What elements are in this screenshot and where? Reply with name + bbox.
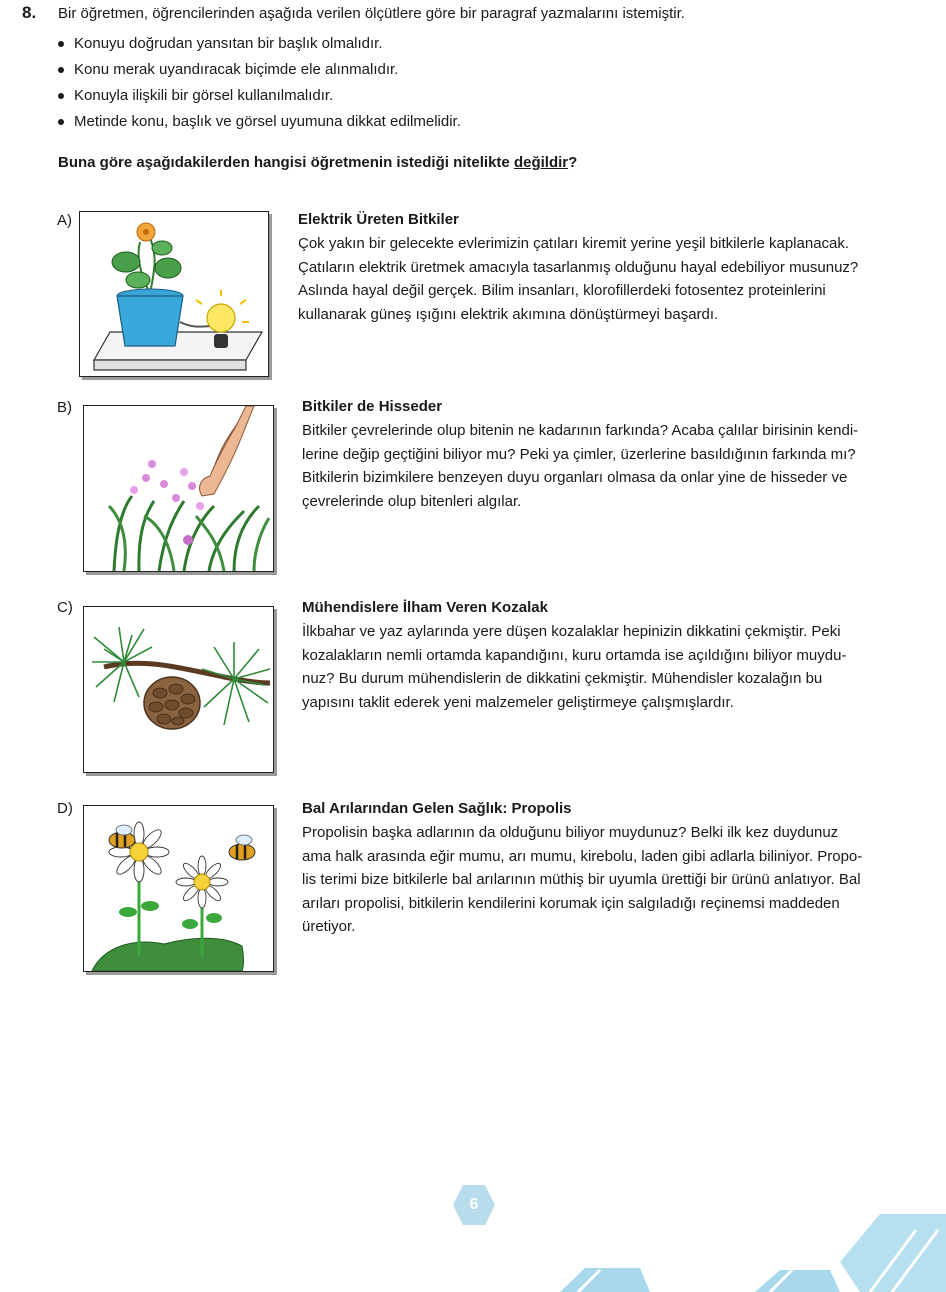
option-b-body: Bitkiler çevrelerinde olup bitenin ne kadarının farkında? Acaba çalılar birisinin kendi- lerine değip geçtiğini biliyor mu? Peki ya çimler, üzerlerine basıldığının farkında mı? Bitkilerin bizimkilere benzeyen duyu organları olmasa da onlar yine de hisseder ve çevrelerinde olup bitenleri algılar. — [302, 422, 859, 510]
criteria-item: Metinde konu, başlık ve görsel uyumuna dikkat edilmelidir. — [58, 109, 461, 135]
hand-touching-flowers-icon — [84, 406, 273, 571]
page-number: 6 — [469, 1196, 479, 1213]
option-d-image — [83, 805, 274, 972]
option-c-body: İlkbahar ve yaz aylarında yere düşen kozalaklar hepinizin dikkatini çekmiştir. Peki kozalakların nemli ortamda kapandığını, kuru ortamda ise açıldığını biliyor muydu- nuz? Bu durum mühendislerin de dikkatini çekmiştir. Mühendisler kozalağın bu yapısını taklit ederek yeni malzemeler geliştirmeye çalışmışlardır. — [302, 623, 847, 711]
option-c-image — [83, 606, 274, 773]
option-b-title: Bitkiler de Hisseder — [302, 398, 443, 415]
question-prompt: Buna göre aşağıdakilerden hangisi öğretmenin istediği nitelikte değildir? — [58, 154, 578, 171]
criteria-item: Konuyla ilişkili bir görsel kullanılmalıdır. — [58, 83, 461, 109]
option-d-body: Propolisin başka adlarının da olduğunu biliyor muydunuz? Belki ilk kez duydunuz ama halk arasında eğir mumu, arı mumu, kirebolu, laden gibi adlarla biliniyor. Propo- lis terimi bize bitkilerle bal arılarının müthiş bir uyumla ürettiği bir ürünü anlatıyor. Bal arıları propolisi, bitkilerin kendilerini korumak için salgıladığı reçinemsi maddeden üretiyor. — [302, 824, 863, 935]
option-b-letter[interactable]: B) — [57, 399, 72, 416]
option-a-title: Elektrik Üreten Bitkiler — [298, 211, 459, 228]
prompt-emphasis: değildir — [513, 154, 569, 171]
bees-on-daisies-icon — [84, 806, 273, 971]
option-d-letter[interactable]: D) — [57, 800, 73, 817]
pine-cone-icon — [84, 607, 273, 772]
criteria-item: Konuyu doğrudan yansıtan bir başlık olmalıdır. — [58, 31, 461, 57]
criteria-list — [58, 31, 461, 135]
option-c-letter[interactable]: C) — [57, 599, 73, 616]
question-stem: Bir öğretmen, öğrencilerinden aşağıda verilen ölçütlere göre bir paragraf yazmalarını istemiştir. — [58, 5, 685, 22]
option-a-image — [79, 211, 269, 377]
potted-plant-bulb-icon — [80, 212, 268, 376]
option-c-title: Mühendislere İlham Veren Kozalak — [302, 599, 548, 616]
option-d-title: Bal Arılarından Gelen Sağlık: Propolis — [302, 800, 572, 817]
option-a-body: Çok yakın bir gelecekte evlerimizin çatıları kiremit yerine yeşil bitkilerle kaplanacak. Çatıların elektrik üretmek amacıyla tasarlanmış olduğunu hayal edebiliyor musunuz? Aslında hayal değil gerçek. Bilim insanları, klorofillerdeki fotosentez proteinlerini kullanarak güneş ışığını elektrik akımına dönüştürmeyi başardı. — [298, 235, 859, 323]
option-a-letter[interactable]: A) — [57, 212, 72, 229]
question-number: 8. — [22, 3, 37, 22]
decorative-hexagons — [540, 1200, 946, 1292]
criteria-item: Konu merak uyandıracak biçimde ele alınmalıdır. — [58, 57, 461, 83]
option-b-image — [83, 405, 274, 572]
